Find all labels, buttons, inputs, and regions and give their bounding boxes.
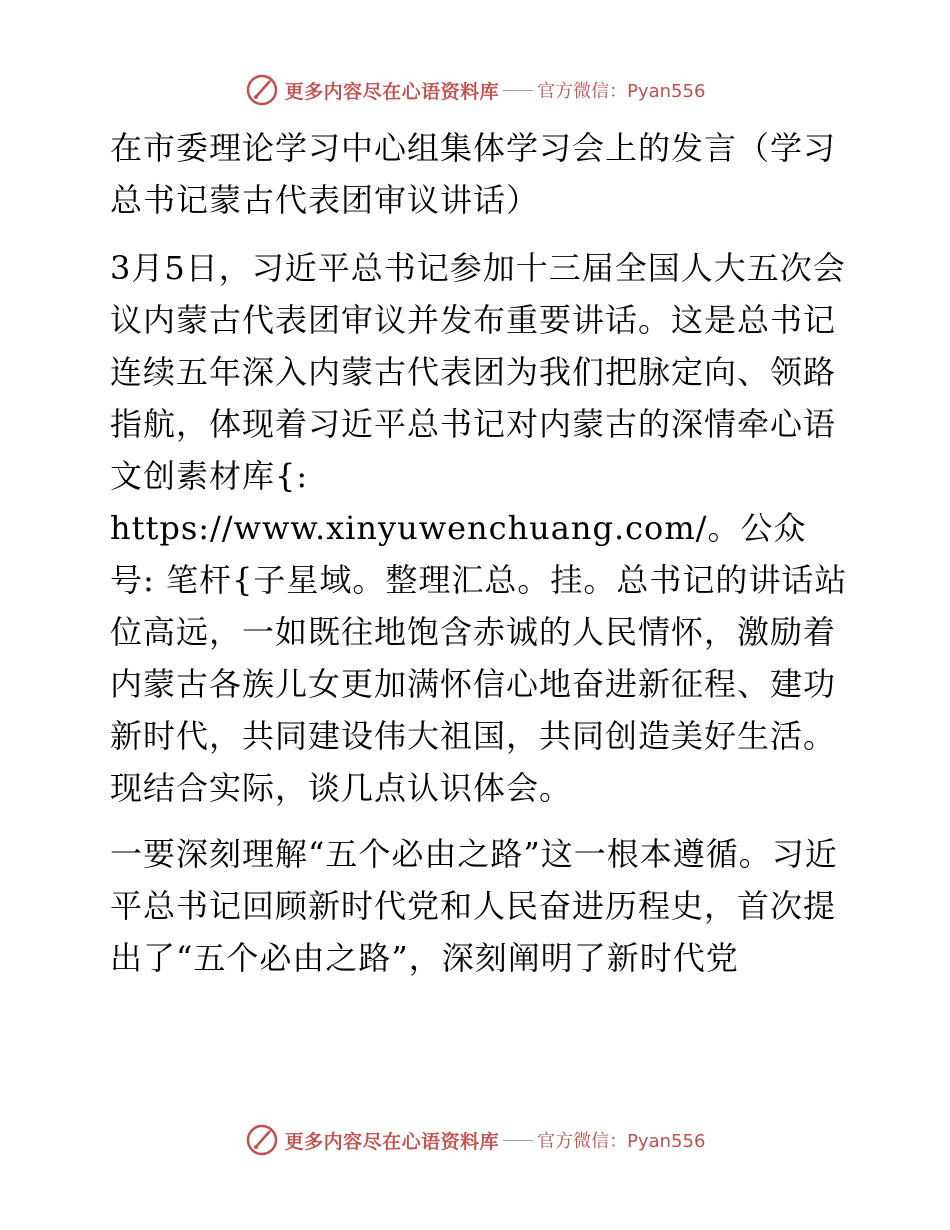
watermark-divider xyxy=(503,90,533,91)
watermark-contact-text: 官方微信：Pyan556 xyxy=(537,81,706,102)
watermark-divider xyxy=(503,1140,533,1141)
watermark-main-text: 更多内容尽在心语资料库 xyxy=(284,1130,500,1153)
watermark-header xyxy=(0,70,950,110)
document-title: 在市委理论学习中心组集体学习会上的发言（学习总书记蒙古代表团审议讲话） xyxy=(110,129,837,219)
paragraph-2: 一要深刻理解“五个必由之路”这一根本遵循。习近平总书记回顾新时代党和人民奋进历程史，首次提出了“五个必由之路”，深刻阐明了新时代党 xyxy=(110,835,838,977)
document-body xyxy=(98,122,850,984)
watermark-main-text: 更多内容尽在心语资料库 xyxy=(284,80,500,103)
quill-pen-icon xyxy=(245,1123,279,1157)
quill-pen-icon xyxy=(245,73,279,107)
watermark-contact-text: 官方微信：Pyan556 xyxy=(537,1131,706,1152)
paragraph-1: 3月5日，习近平总书记参加十三届全国人大五次会议内蒙古代表团审议并发布重要讲话。这是总书记连续五年深入内蒙古代表团为我们把脉定向、领路指航，体现着习近平总书记对内蒙古的深情牵心语文创素材库{: https://www.xinyuwenchuang.com/。公众号: 笔杆{子星域。整理汇总。挂。总书记的讲话站位高远，一如既往地饱含赤诚的人民情怀，激励着内蒙古各族儿女更加满怀信心地奋进新征程、建功新时代，共同建设伟大祖国，共同创造美好生活。现结合实际，谈几点认识体会。 xyxy=(110,249,848,807)
watermark-footer xyxy=(0,1120,950,1160)
